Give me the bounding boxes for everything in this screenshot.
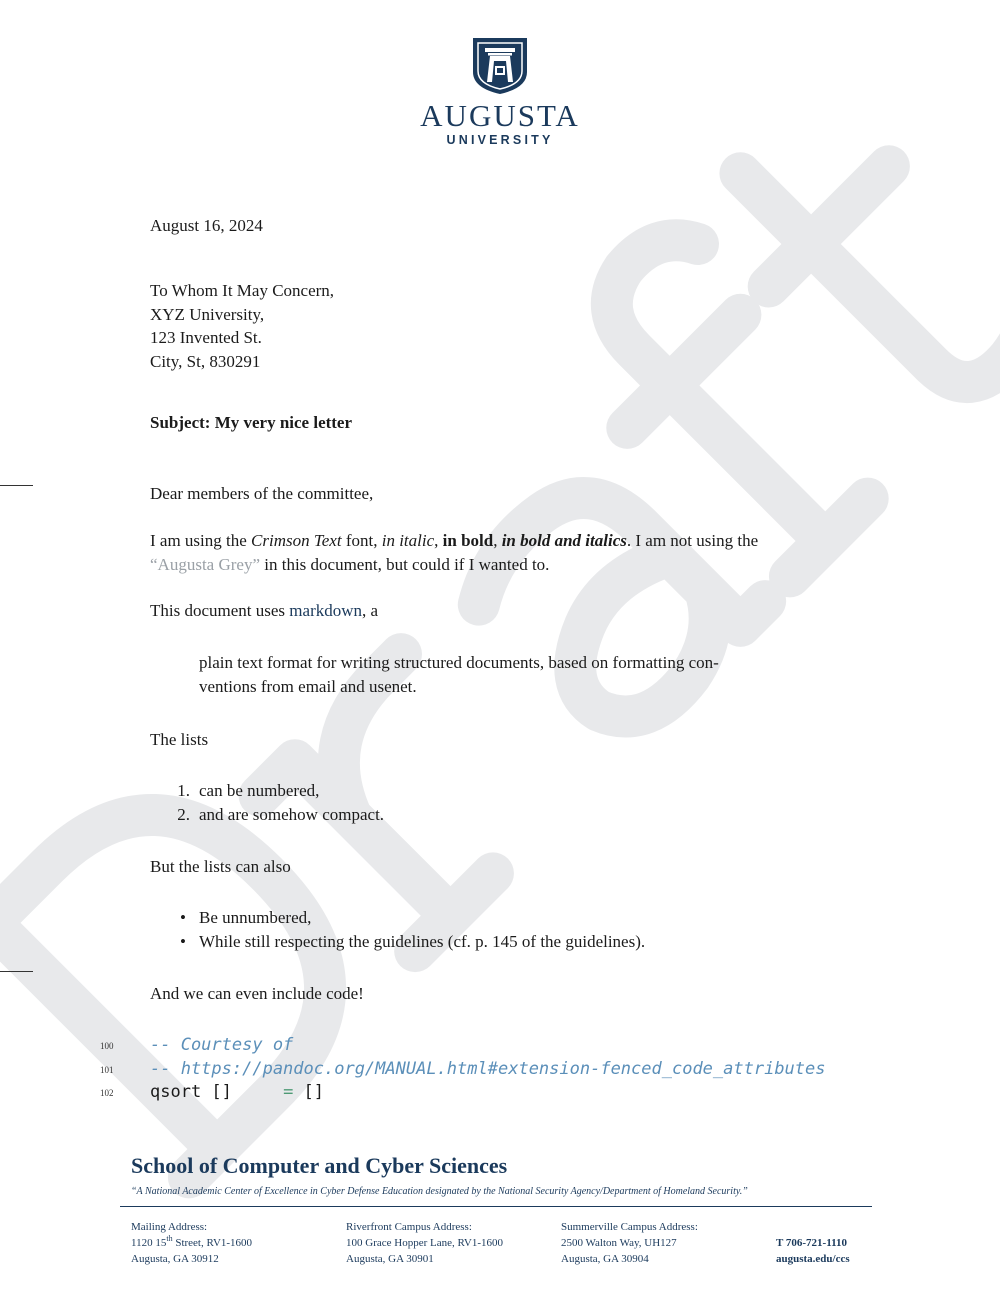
code-line [0,1058,1000,1082]
list-item [150,779,860,803]
code-line [0,1081,1000,1105]
paragraph-lists-also: But the lists can also [150,857,291,876]
code-block [0,1034,1000,1105]
line-number: 100 [100,1041,114,1051]
augusta-grey-link[interactable]: “Augusta Grey” [150,554,260,574]
augusta-university-logo [0,36,1000,148]
letter-date: August 16, 2024 [150,216,263,235]
list-number: 1. [177,781,190,800]
italic-sample: in italic [381,531,435,550]
address-label: Riverfront Campus Address: [346,1221,472,1233]
text-run: , [434,531,443,550]
list-number: 2. [177,804,190,824]
code-line [0,1034,1000,1058]
footer-tagline: “A National Academic Center of Excellence in Cyber Defense Education designated by the National Security Agency/Department of Homeland Security.” [131,1186,748,1197]
code-comment: -- https://pandoc.org/MANUAL.html#extension-fenced_code_attributes [150,1058,826,1079]
markdown-link[interactable]: markdown [289,601,363,620]
quote-line: ventions from email and usenet. [199,676,417,696]
recipient-address [150,279,860,373]
fold-mark-bottom [0,971,33,972]
contact-info [776,1235,850,1267]
bold-italic-sample: in bold and italics [501,531,627,550]
address-line: Augusta, GA 30912 [131,1253,219,1265]
mailing-address [131,1219,252,1267]
address-label: Summerville Campus Address: [561,1221,698,1233]
list-item-text: While still respecting the guidelines (cf. p. 145 of the guidelines). [199,931,646,951]
fold-mark-top [0,485,33,486]
text-run: in this document, but could if I wanted to. [260,554,550,574]
list-item-text: and are somehow compact. [199,804,385,824]
list-item [150,803,860,827]
footer-school-title: School of Computer and Cyber Sciences [131,1153,508,1178]
address-line: Augusta, GA 30904 [561,1253,649,1265]
list-item [150,906,860,930]
line-number: 101 [100,1064,114,1075]
address-line: 100 Grace Hopper Lane, RV1-1600 [346,1237,504,1249]
code-comment: -- Courtesy of [150,1035,294,1055]
text-run: This document uses [150,601,290,620]
code-token: [] [293,1082,325,1102]
paragraph-markdown [150,599,860,623]
font-name-italic: Crimson Text [251,531,342,550]
text-run: I am using the [150,531,252,550]
bold-sample: in bold [442,531,494,550]
text-run: . I am not using the [626,531,759,550]
address-text: 1120 15 [131,1237,167,1249]
recipient-line: 123 Invented St. [150,328,262,347]
website-link[interactable]: augusta.edu/ccs [776,1253,850,1265]
bullet-icon: • [180,931,186,951]
address-line [131,1235,252,1251]
address-line: Augusta, GA 30901 [346,1253,434,1265]
line-number: 102 [100,1088,114,1098]
logo-subtitle: UNIVERSITY [446,133,554,147]
address-line: 2500 Walton Way, UH127 [561,1237,677,1249]
recipient-line: City, St, 830291 [150,351,261,371]
code-statement [150,1081,324,1105]
code-token: qsort [] [150,1082,284,1102]
university-shield-icon [471,36,529,96]
block-quote [199,651,809,698]
address-text: Street, RV1-1600 [172,1237,253,1249]
logo-wordmark: AUGUSTA [420,98,580,133]
unordered-list [150,906,860,953]
summerville-address [561,1219,698,1267]
list-item [150,930,860,954]
text-run: , [493,531,502,550]
paragraph-lists: The lists [150,730,209,749]
recipient-line: XYZ University, [150,304,265,324]
footer-divider [120,1206,872,1207]
code-operator: = [283,1082,294,1102]
bullet-icon: • [180,908,186,927]
paragraph-fonts [150,529,860,576]
quote-line: plain text format for writing structured documents, based on formatting con- [199,653,719,672]
text-run: font, [341,531,382,550]
salutation: Dear members of the committee, [150,484,374,503]
address-label: Mailing Address: [131,1221,208,1233]
ordered-list [150,779,860,826]
text-run: , a [362,601,379,620]
paragraph-code-intro: And we can even include code! [150,984,364,1003]
list-item-text: Be unnumbered, [199,908,312,927]
list-item-text: can be numbered, [199,781,320,800]
riverfront-address [346,1219,503,1267]
ordinal-suffix: th [166,1234,173,1243]
recipient-line: To Whom It May Concern, [150,281,335,300]
letter-subject: Subject: My very nice letter [150,413,353,432]
phone-number[interactable]: T 706-721-1110 [776,1237,848,1249]
